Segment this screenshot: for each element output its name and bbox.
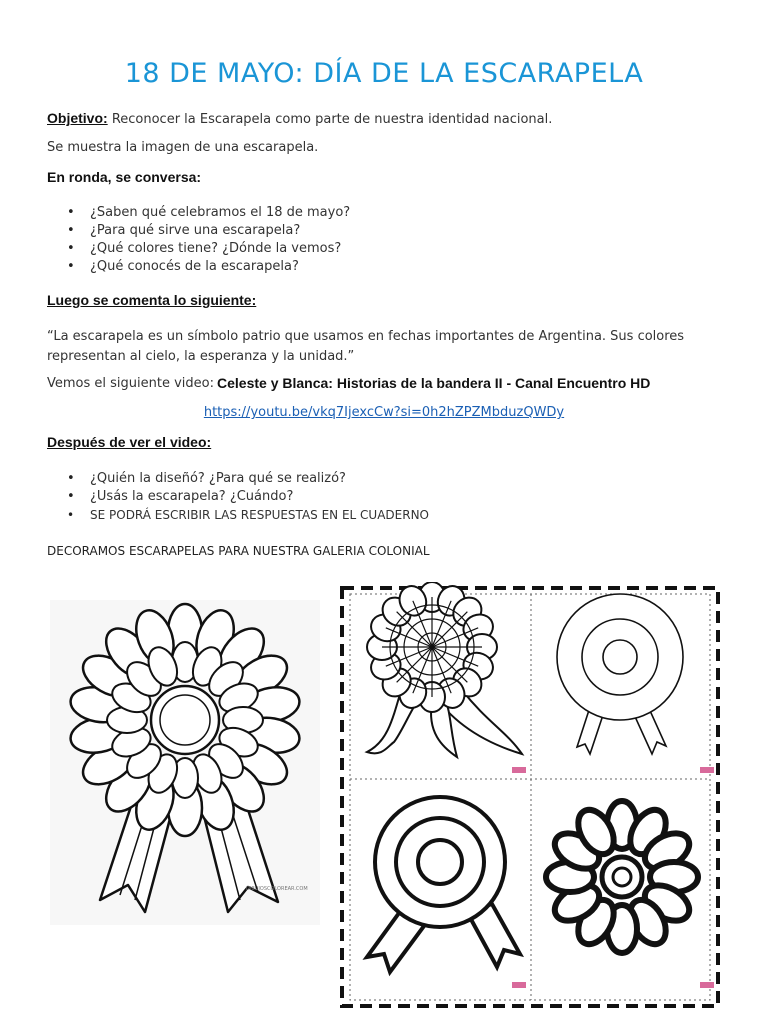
decorate-instruction: DECORAMOS ESCARAPELAS PARA NUESTRA GALERIA COLONIAL [47, 544, 430, 558]
round-question-list [45, 204, 350, 276]
cockade-grid [332, 582, 726, 1014]
intro-text: Se muestra la imagen de una escarapela. [47, 140, 319, 155]
video-link[interactable]: https://youtu.be/vkq7IjexcCw?si=0h2hZPZMbduzQWDy [203, 405, 565, 420]
list-item: • ¿Qué conocés de la escarapela? [45, 258, 350, 276]
list-item: • ¿Quién la diseñó? ¿Para qué se realizó? [45, 470, 429, 488]
list-item: • SE PODRÁ ESCRIBIR LAS RESPUESTAS EN EL CUADERNO [45, 506, 429, 524]
image-credit: DIBUJOSCOLOREAR.COM [246, 886, 308, 892]
list-item: • ¿Usás la escarapela? ¿Cuándo? [45, 488, 429, 506]
list-item: • ¿Para qué sirve una escarapela? [45, 222, 350, 240]
cockade-drawing-large [50, 600, 320, 925]
video-label: Vemos el siguiente video: [47, 376, 214, 391]
video-title: Celeste y Blanca: Historias de la bandera II - Canal Encuentro HD [217, 375, 651, 391]
quote-text: “La escarapela es un símbolo patrio que usamos en fechas importantes de Argentina. Sus colores representan al cielo, la esperanza y la unidad.” [47, 329, 685, 364]
after-heading: Después de ver el video: [47, 434, 212, 450]
comment-heading: Luego se comenta lo siguiente: [47, 292, 257, 308]
list-item: • ¿Saben qué celebramos el 18 de mayo? [45, 204, 350, 222]
after-question-list [45, 470, 429, 524]
objective-text: Reconocer la Escarapela como parte de nuestra identidad nacional. [111, 112, 553, 127]
list-item: • ¿Qué colores tiene? ¿Dónde la vemos? [45, 240, 350, 258]
objective-label: Objetivo: [47, 110, 108, 126]
round-heading: En ronda, se conversa: [47, 169, 202, 185]
objective-line [47, 110, 552, 127]
page-title: 18 DE MAYO: DÍA DE LA ESCARAPELA [124, 58, 644, 89]
